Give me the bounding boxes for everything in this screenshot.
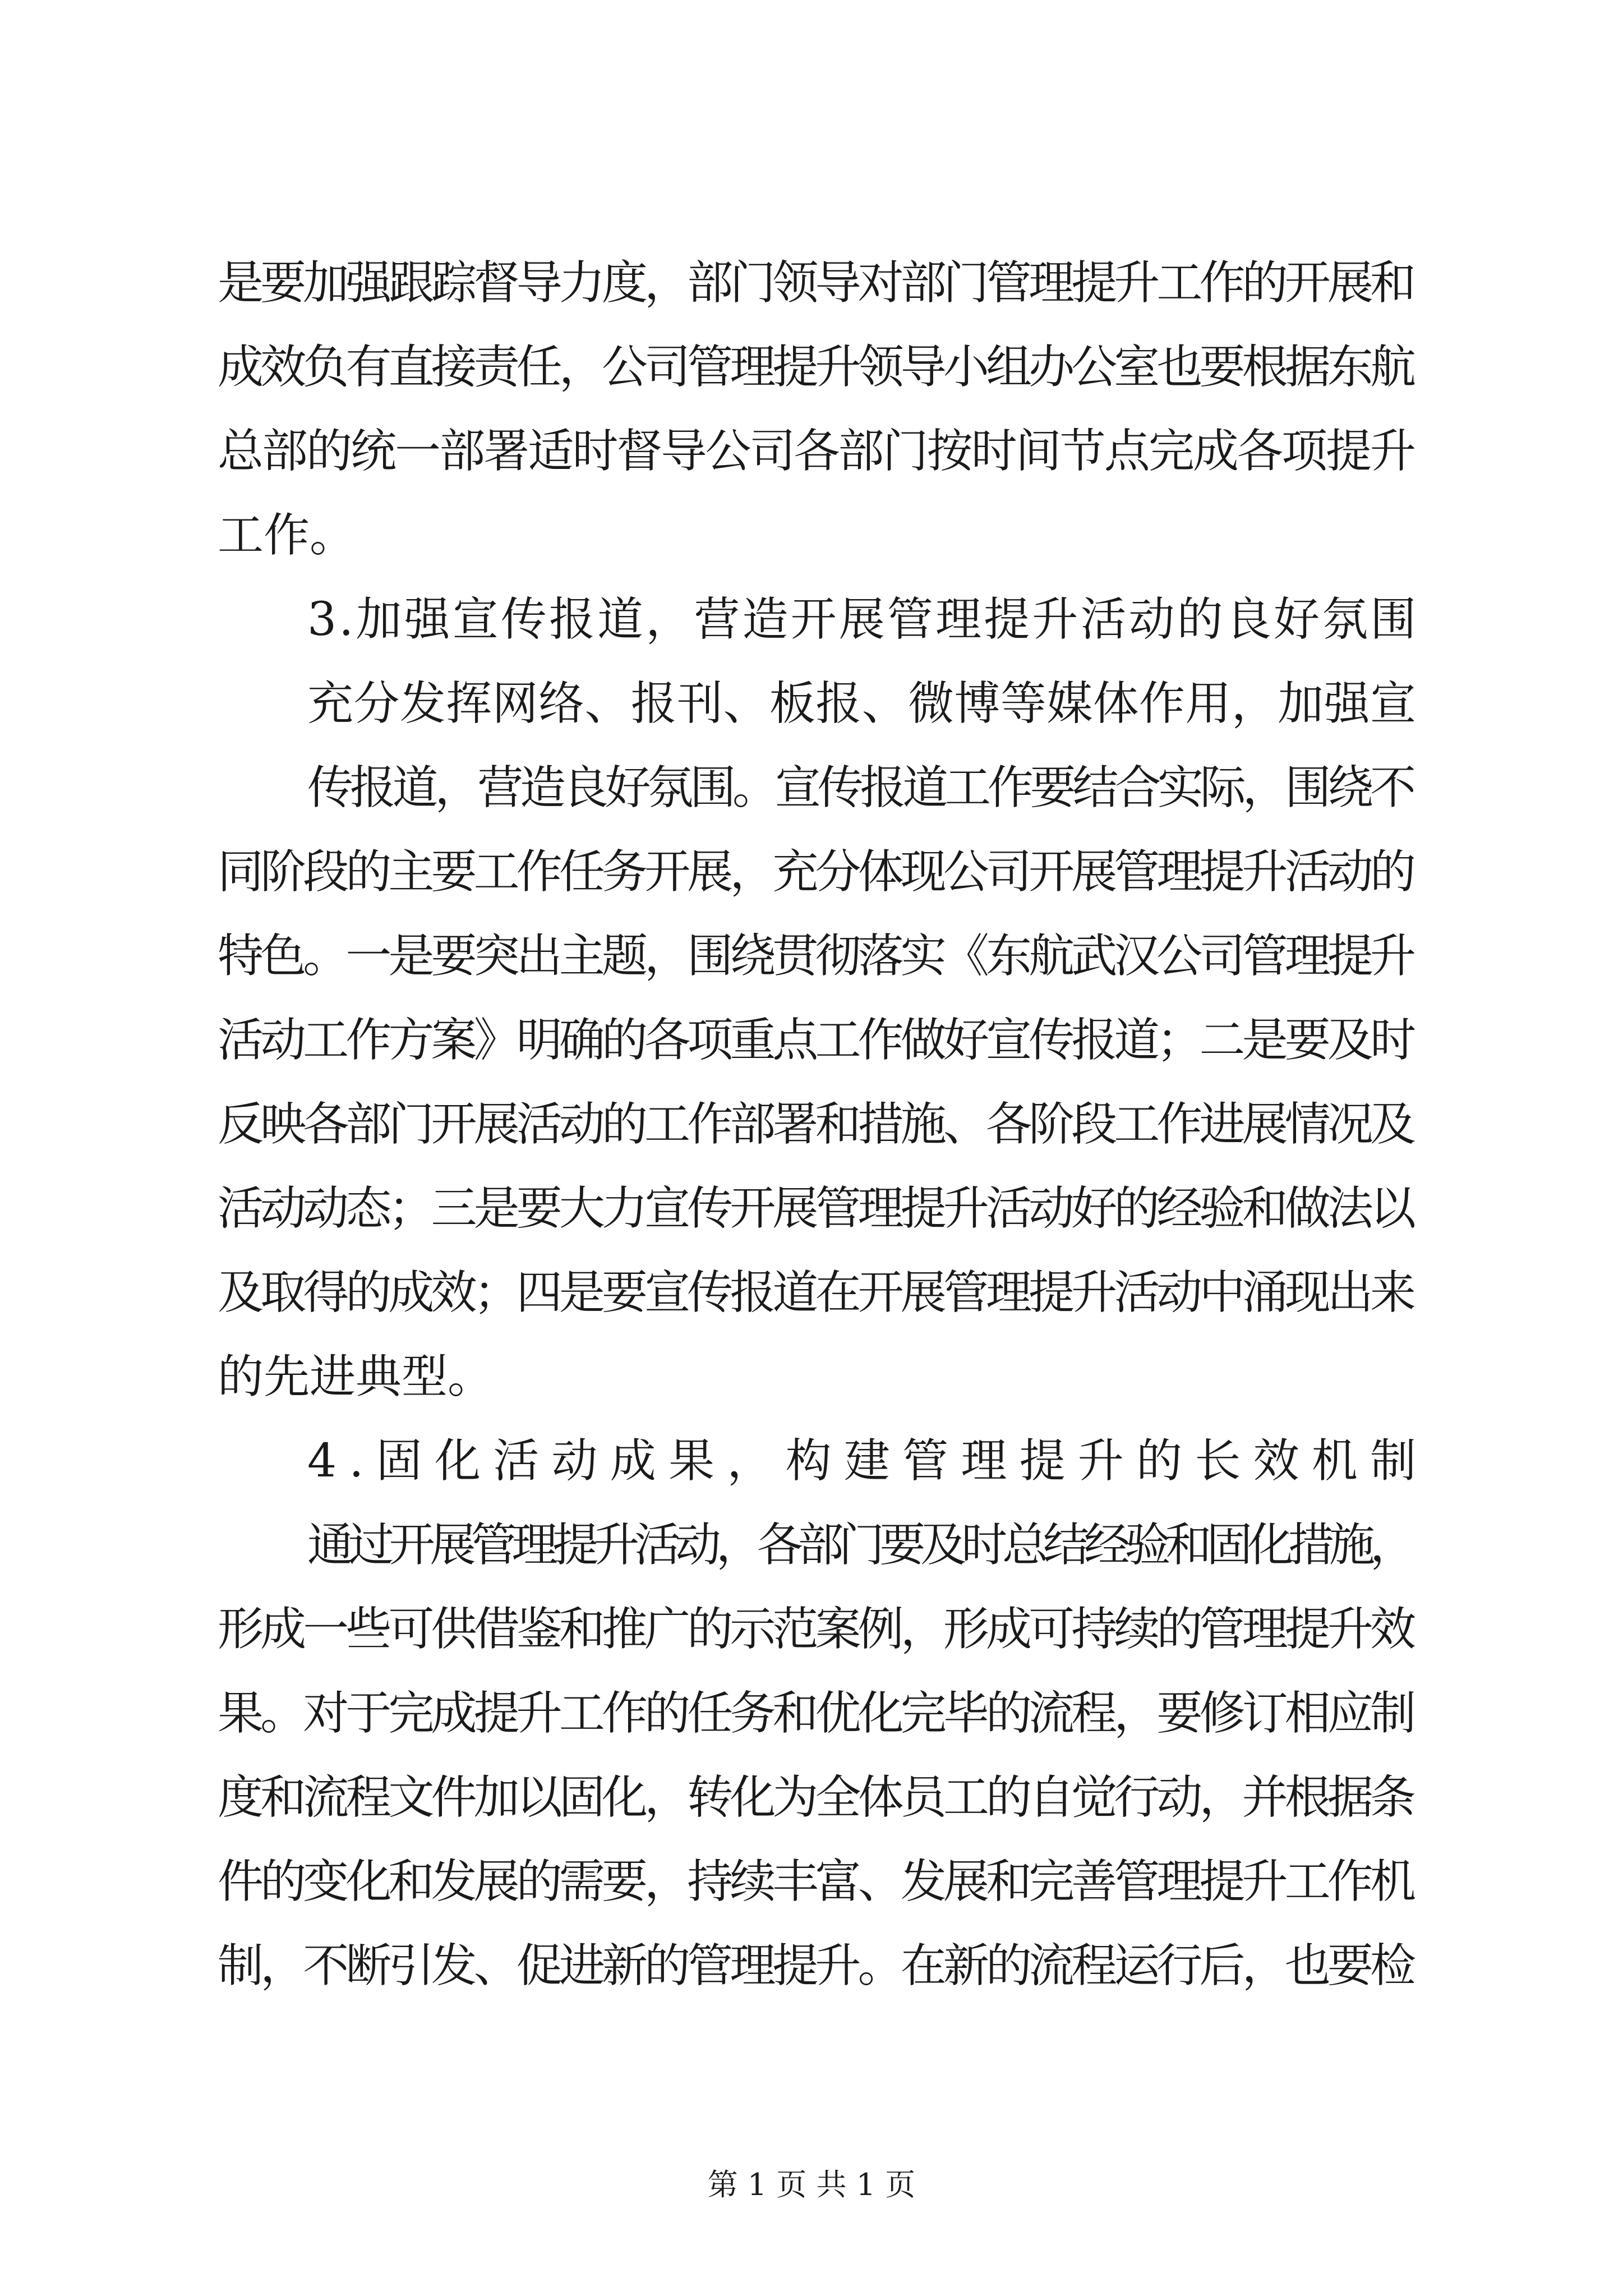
paragraph-line: 形成一些可供借鉴和推广的示范案例，形成可持续的管理提升效 xyxy=(218,1603,1413,1656)
paragraph-line: 件的变化和发展的需要，持续丰富、发展和完善管理提升工作机 xyxy=(218,1855,1413,1908)
paragraph-line: 制，不断引发、促进新的管理提升。在新的流程运行后，也要检 xyxy=(218,1939,1413,1993)
section-heading-4: 4.固化活动成果，构建管理提升的长效机制 xyxy=(307,1434,1429,1488)
paragraph-line: 果。对于完成提升工作的任务和优化完毕的流程，要修订相应制 xyxy=(218,1687,1413,1740)
paragraph-line: 工作。 xyxy=(218,509,356,562)
section-heading-3: 3.加强宣传报道，营造开展管理提升活动的良好氛围 xyxy=(307,593,1419,646)
paragraph-line: 充分发挥网络、报刊、板报、微博等媒体作用，加强宣 xyxy=(307,677,1417,730)
paragraph-line: 通过开展管理提升活动，各部门要及时总结经验和固化措施， xyxy=(307,1519,1411,1572)
paragraph-line: 成效负有直接责任，公司管理提升领导小组办公室也要根据东航 xyxy=(218,341,1413,394)
paragraph-line: 同阶段的主要工作任务开展，充分体现公司开展管理提升活动的 xyxy=(218,845,1413,899)
paragraph-line: 总部的统一部署适时督导公司各部门按时间节点完成各项提升 xyxy=(218,425,1415,478)
paragraph-line: 及取得的成效；四是要宣传报道在开展管理提升活动中涌现出来 xyxy=(218,1266,1413,1319)
page-footer: 第 1 页 共 1 页 xyxy=(707,2167,916,2202)
paragraph-line: 度和流程文件加以固化，转化为全体员工的自觉行动，并根据条 xyxy=(218,1771,1413,1824)
paragraph-line: 的先进典型。 xyxy=(218,1350,494,1404)
paragraph-line: 传报道，营造良好氛围。宣传报道工作要结合实际，围绕不 xyxy=(307,761,1413,815)
paragraph-line: 特色。一是要突出主题，围绕贯彻落实《东航武汉公司管理提升 xyxy=(218,930,1413,983)
paragraph-line: 活动工作方案》明确的各项重点工作做好宣传报道；二是要及时 xyxy=(218,1014,1413,1067)
paragraph-line: 是要加强跟踪督导力度，部门领导对部门管理提升工作的开展和 xyxy=(218,256,1413,310)
paragraph-line: 活动动态；三是要大力宣传开展管理提升活动好的经验和做法以 xyxy=(218,1182,1413,1235)
paragraph-line: 反映各部门开展活动的工作部署和措施、各阶段工作进展情况及 xyxy=(218,1098,1413,1151)
